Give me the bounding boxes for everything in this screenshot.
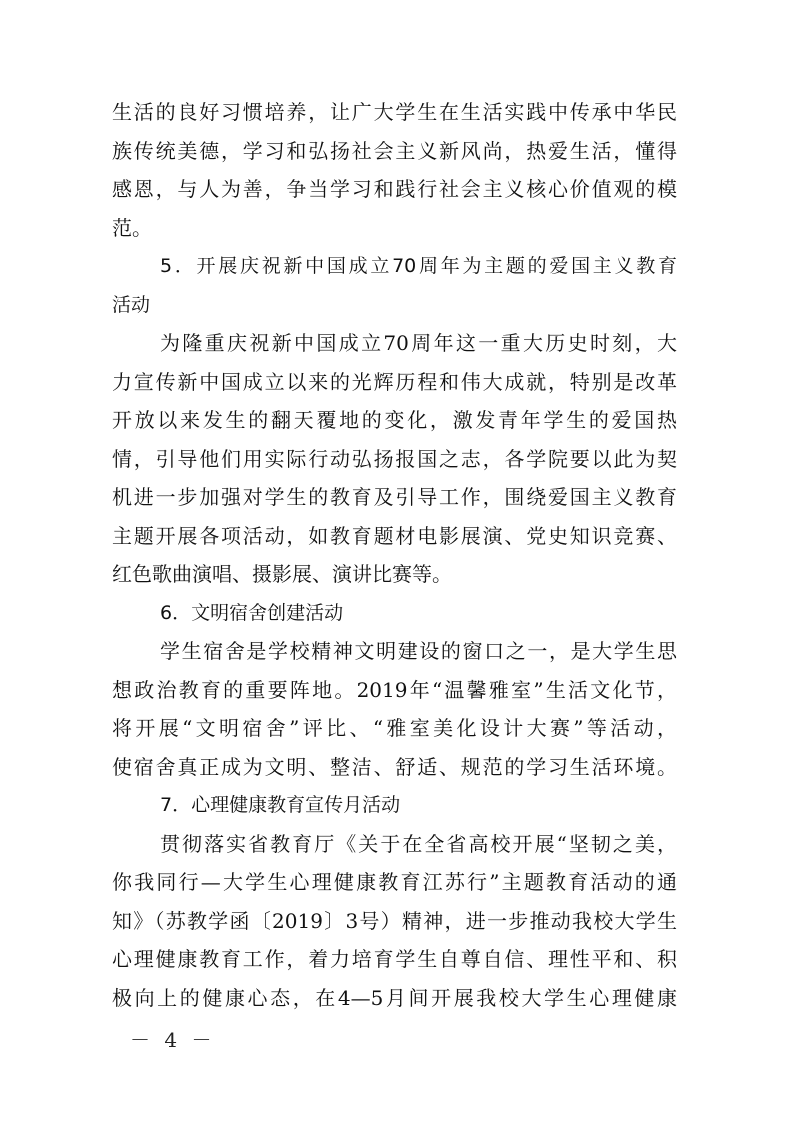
section-heading-6: 6．文明宿舍创建活动	[160, 601, 344, 624]
section-heading-7: 7．心理健康教育宣传月活动	[160, 794, 401, 816]
body-text-line: 红色歌曲演唱、摄影展、演讲比赛等。	[112, 562, 452, 586]
section-heading-5-continued: 活动	[112, 293, 151, 316]
body-text-line: 开放以来发生的翻天覆地的变化，激发青年学生的爱国热	[112, 408, 677, 432]
body-text-line: 范。	[112, 215, 152, 240]
page-number: － 4 －	[130, 1028, 216, 1052]
body-text-line: 学生宿舍是学校精神文明建设的窗口之一，是大学生思	[160, 639, 677, 663]
body-text-line: 心理健康教育工作，着力培育学生自尊自信、理性平和、积	[112, 947, 677, 971]
body-text-line: 贯彻落实省教育厅《关于在全省高校开展“坚韧之美，	[160, 831, 677, 856]
body-text-line: 想政治教育的重要阵地。2019年“温馨雅室”生活文化节，	[112, 677, 677, 702]
body-text-line: 族传统美德，学习和弘扬社会主义新风尚，热爱生活，懂得	[112, 138, 677, 163]
body-text-line: 为隆重庆祝新中国成立70周年这一重大历史时刻，大	[160, 331, 677, 355]
body-text-line: 感恩，与人为善，争当学习和践行社会主义核心价值观的模	[112, 177, 677, 201]
body-text-line: 知》（苏教学函〔2019〕3号）精神，进一步推动我校大学生	[112, 908, 677, 933]
body-text-line: 生活的良好习惯培养，让广大学生在生活实践中传承中华民	[112, 100, 677, 124]
section-heading-5: 5．开展庆祝新中国成立70周年为主题的爱国主义教育	[160, 255, 677, 277]
body-text-line: 主题开展各项活动，如教育题材电影展演、党史知识竞赛、	[112, 523, 677, 548]
body-text-line: 使宿舍真正成为文明、整洁、舒适、规范的学习生活环境。	[112, 754, 677, 779]
body-text-line: 机进一步加强对学生的教育及引导工作，围绕爱国主义教育	[112, 485, 677, 509]
body-text-line: 你我同行—大学生心理健康教育江苏行”主题教育活动的通	[112, 870, 677, 894]
body-text-line: 情，引导他们用实际行动弘扬报国之志，各学院要以此为契	[112, 446, 677, 471]
body-text-line: 将开展“文明宿舍”评比、“雅室美化设计大赛”等活动，	[112, 716, 677, 740]
body-text-line: 极向上的健康心态，在4—5月间开展我校大学生心理健康	[112, 985, 677, 1010]
body-text-line: 力宣传新中国成立以来的光辉历程和伟大成就，特别是改革	[112, 369, 677, 394]
